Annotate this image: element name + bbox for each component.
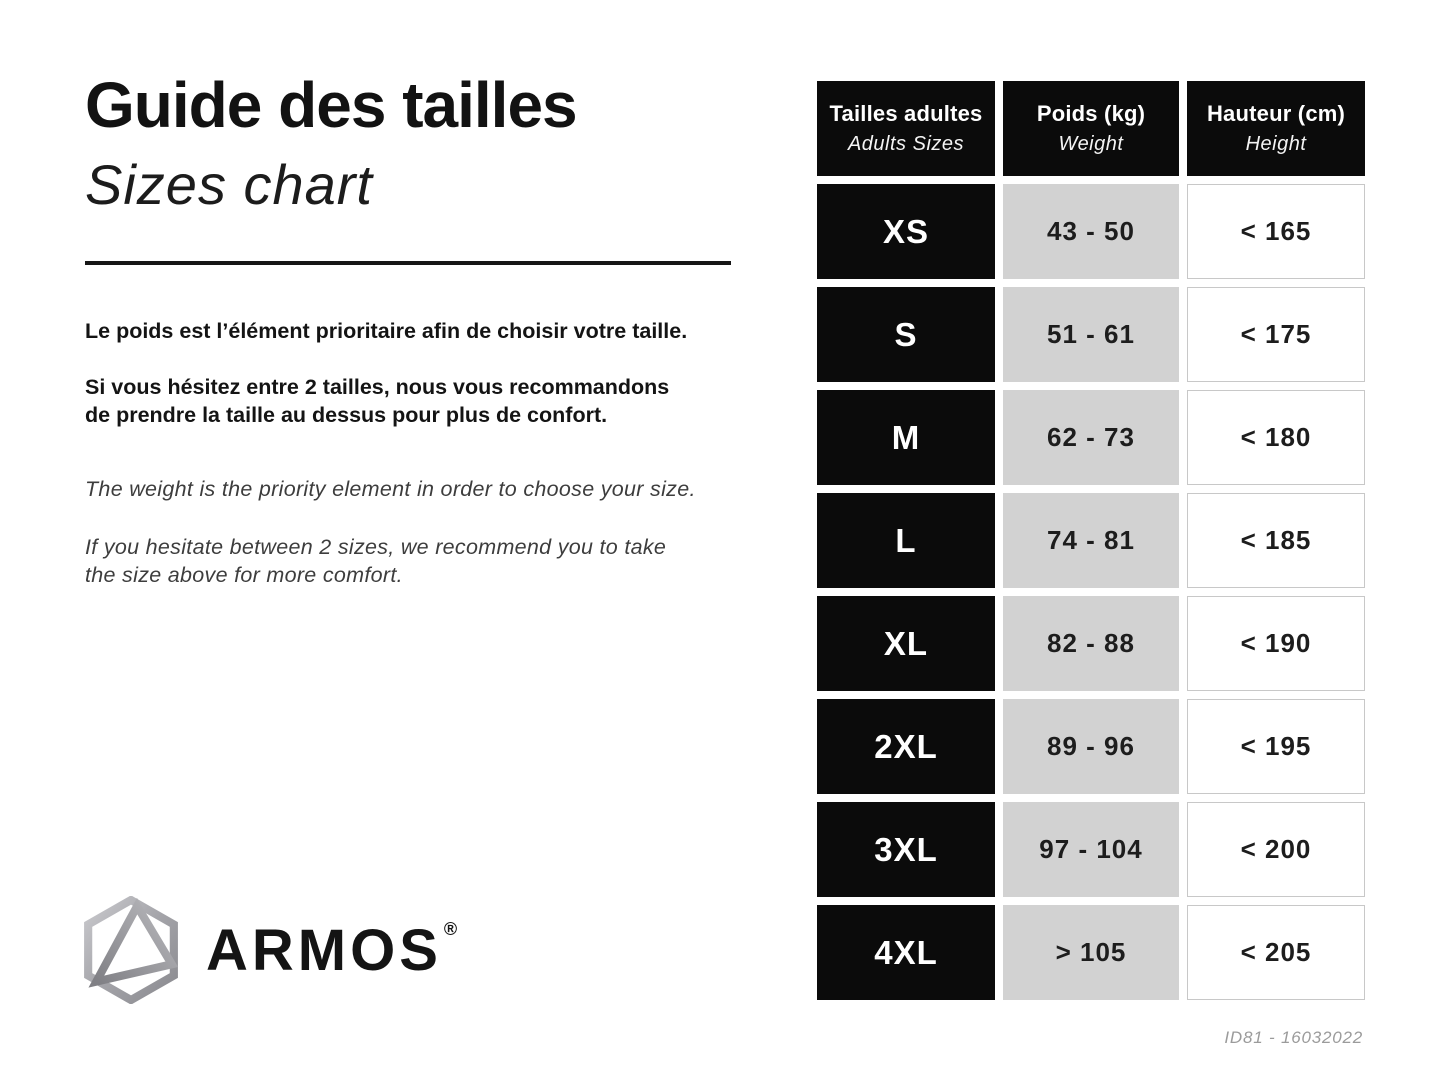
- intro-en-paragraph-2: [85, 533, 765, 590]
- brand-wordmark: [206, 917, 461, 984]
- size-cell: L: [817, 493, 995, 588]
- height-cell: < 190: [1187, 596, 1365, 691]
- weight-cell: 74 - 81: [1003, 493, 1179, 588]
- weight-cell: 62 - 73: [1003, 390, 1179, 485]
- brand-name: ARMOS: [206, 917, 442, 983]
- height-cell: < 205: [1187, 905, 1365, 1000]
- header-label-en: Adults Sizes: [847, 133, 965, 155]
- intro-fr-paragraph-2: [85, 373, 765, 430]
- size-cell: 3XL: [817, 802, 995, 897]
- size-table: [817, 81, 1365, 1000]
- weight-cell: 97 - 104: [1003, 802, 1179, 897]
- weight-cell: 43 - 50: [1003, 184, 1179, 279]
- intro-fr-line: Si vous hésitez entre 2 tailles, nous vous recommandons: [85, 374, 670, 399]
- weight-cell: 89 - 96: [1003, 699, 1179, 794]
- size-cell: S: [817, 287, 995, 382]
- table-header-height: [1187, 81, 1365, 176]
- size-cell: XL: [817, 596, 995, 691]
- intro-en-line: The weight is the priority element in order to choose your size.: [85, 477, 696, 502]
- weight-cell: > 105: [1003, 905, 1179, 1000]
- intro-fr-paragraph-1: [85, 317, 765, 345]
- intro-fr-line: de prendre la taille au dessus pour plus de confort.: [85, 402, 608, 427]
- height-cell: < 165: [1187, 184, 1365, 279]
- title-divider: [85, 261, 731, 265]
- page-title: Guide des tailles: [85, 69, 577, 141]
- left-column: [85, 69, 765, 589]
- table-header-sizes: [817, 81, 995, 176]
- height-cell: < 195: [1187, 699, 1365, 794]
- size-cell: M: [817, 390, 995, 485]
- intro-en-line: the size above for more comfort.: [85, 563, 403, 588]
- intro-fr-line: Le poids est l’élément prioritaire afin de choisir votre taille.: [85, 319, 688, 344]
- size-cell: 4XL: [817, 905, 995, 1000]
- header-label-en: Weight: [1058, 133, 1124, 155]
- intro-en-line: If you hesitate between 2 sizes, we recommend you to take: [85, 534, 667, 559]
- table-header-weight: [1003, 81, 1179, 176]
- page-subtitle: Sizes chart: [85, 153, 373, 217]
- header-label-fr: Hauteur (cm): [1206, 101, 1346, 126]
- registered-trademark: ®: [443, 918, 462, 939]
- weight-cell: 82 - 88: [1003, 596, 1179, 691]
- height-cell: < 200: [1187, 802, 1365, 897]
- header-label-en: Height: [1245, 133, 1307, 155]
- document-reference: ID81 - 16032022: [1224, 1028, 1363, 1047]
- size-cell: XS: [817, 184, 995, 279]
- header-label-fr: Poids (kg): [1036, 101, 1146, 126]
- intro-en-paragraph-1: [85, 475, 765, 503]
- weight-cell: 51 - 61: [1003, 287, 1179, 382]
- size-cell: 2XL: [817, 699, 995, 794]
- height-cell: < 175: [1187, 287, 1365, 382]
- height-cell: < 180: [1187, 390, 1365, 485]
- header-label-fr: Tailles adultes: [829, 101, 983, 126]
- hexagon-triangle-logo-icon: [80, 896, 182, 1004]
- height-cell: < 185: [1187, 493, 1365, 588]
- brand-logo: [80, 896, 461, 1004]
